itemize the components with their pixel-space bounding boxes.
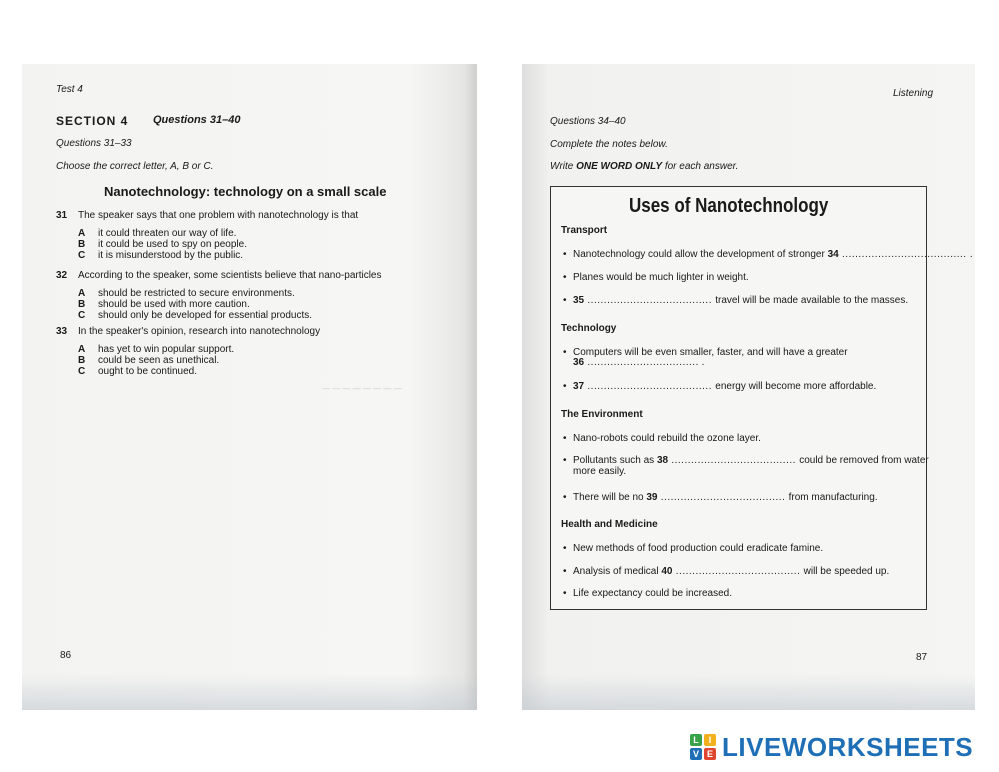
bullet-text: . (698, 357, 705, 368)
logo-tile: V (690, 748, 702, 760)
answer-number: 34 (827, 249, 839, 260)
option-text: ought to be continued. (98, 366, 197, 377)
questions-subrange: Questions 31–33 (56, 138, 132, 149)
question-number: 33 (56, 326, 68, 337)
answer-blank[interactable]: .................................. (584, 357, 699, 368)
option-text: should be restricted to secure environments. (98, 288, 295, 299)
bullet-text: will be speeded up. (803, 566, 890, 577)
section-label: SECTION 4 (56, 114, 129, 128)
question-number: 31 (56, 210, 68, 221)
bullet-icon: • (563, 588, 567, 599)
option-letter: A (78, 344, 86, 355)
page-number: 87 (916, 652, 928, 663)
bullet-text: New methods of food production could eradicate famine. (573, 543, 824, 554)
page-shadow (522, 674, 975, 710)
notes-bullet (573, 566, 889, 577)
page-shadow (22, 674, 477, 710)
answer-option[interactable] (78, 344, 234, 355)
bullet-text: Analysis of medical (573, 566, 662, 577)
liveworksheets-logo-icon (690, 734, 716, 760)
answer-number: 39 (646, 492, 658, 503)
option-letter: C (78, 310, 86, 321)
left-page (22, 64, 477, 710)
option-letter: B (78, 239, 86, 250)
question-stem: The speaker says that one problem with nanotechnology is that (78, 210, 359, 221)
bullet-text: travel will be made available to the masses. (715, 295, 909, 306)
option-text: it could threaten our way of life. (98, 228, 237, 239)
notes-bullet (573, 295, 908, 306)
answer-number: 38 (656, 455, 669, 466)
bullet-text: energy will become more affordable. (715, 381, 877, 392)
option-text: it is misunderstood by the public. (98, 250, 244, 261)
notes-bullet (573, 433, 761, 444)
page-number: 86 (60, 650, 72, 661)
instruction-word-limit: Write ONE WORD ONLY for each answer. (550, 161, 739, 172)
right-page (522, 64, 975, 710)
option-letter: A (78, 228, 86, 239)
question-stem: In the speaker's opinion, research into nanotechnology (78, 326, 321, 337)
answer-blank[interactable]: ...................................... (657, 492, 789, 503)
bullet-icon: • (563, 543, 567, 554)
bullet-text: from manufacturing. (788, 492, 878, 503)
notes-title: Uses of Nanotechnology (629, 195, 829, 217)
bullet-icon: • (563, 566, 567, 577)
answer-option[interactable] (78, 288, 295, 299)
brand-wordmark: LIVEWORKSHEETS (722, 731, 974, 762)
notes-bullet (573, 455, 929, 466)
answer-number: 36 (573, 357, 585, 368)
answer-blank[interactable]: ...................................... (838, 249, 970, 260)
question-number: 32 (56, 270, 68, 281)
bullet-icon: • (563, 249, 567, 260)
questions-subrange: Questions 34–40 (550, 116, 626, 127)
bullet-text: . (969, 249, 973, 260)
page-header: Test 4 (56, 84, 83, 95)
notes-section-heading: Health and Medicine (561, 519, 658, 530)
bullet-icon: • (563, 455, 567, 466)
notes-section-heading: The Environment (561, 409, 643, 420)
answer-blank[interactable]: ...................................... (668, 455, 800, 466)
notes-bullet (573, 492, 878, 503)
instruction: Choose the correct letter, A, B or C. (56, 161, 214, 172)
notes-section-heading: Transport (561, 225, 608, 236)
bullet-icon: • (563, 381, 567, 392)
option-letter: C (78, 366, 86, 377)
notes-box (550, 186, 973, 610)
option-text: it could be used to spy on people. (98, 239, 247, 250)
answer-blank[interactable]: ...................................... (584, 381, 716, 392)
option-text: could be seen as unethical. (98, 355, 220, 366)
bullet-icon: • (563, 347, 567, 358)
option-letter: C (78, 250, 86, 261)
questions-range: Questions 31–40 (153, 114, 241, 126)
logo-tile: E (704, 748, 716, 760)
notes-bullet (573, 543, 823, 554)
logo-tile: I (704, 734, 716, 746)
logo-tile: L (690, 734, 702, 746)
question-stem: According to the speaker, some scientists believe that nano-particles (78, 270, 382, 281)
answer-number: 40 (661, 566, 673, 577)
liveworksheets-brand[interactable] (690, 730, 973, 764)
answer-option[interactable] (78, 250, 243, 261)
notes-section-heading: Technology (561, 323, 617, 334)
answer-option[interactable] (78, 310, 312, 321)
option-text: should only be developed for essential products. (98, 310, 313, 321)
answer-blank[interactable]: ...................................... (584, 295, 716, 306)
answer-number: 37 (573, 381, 585, 392)
answer-number: 35 (573, 295, 585, 306)
bullet-text: Life expectancy could be increased. (573, 588, 732, 599)
notes-bullet (573, 272, 749, 283)
bullet-text: could be removed from water (799, 455, 929, 466)
bullet-text: Nano-robots could rebuild the ozone layer. (573, 433, 761, 444)
notes-bullet (573, 249, 973, 260)
option-text: has yet to win popular support. (98, 344, 235, 355)
show-through-text: — — — — — — — — (322, 384, 402, 393)
answer-option[interactable] (78, 299, 250, 310)
answer-option[interactable] (78, 355, 219, 366)
bullet-text: Computers will be even smaller, faster, and will have a greater (573, 347, 848, 358)
bullet-text: Pollutants such as (573, 455, 657, 466)
answer-blank[interactable]: ...................................... (672, 566, 804, 577)
option-text: should be used with more caution. (98, 299, 250, 310)
notes-bullet (573, 381, 876, 392)
bullet-icon: • (563, 272, 567, 283)
option-letter: B (78, 299, 86, 310)
notes-bullet-continuation: more easily. (573, 466, 627, 477)
notes-bullet (573, 588, 732, 599)
page-header: Listening (893, 88, 934, 99)
bullet-icon: • (563, 433, 567, 444)
instruction-complete: Complete the notes below. (550, 139, 668, 150)
section-title: Nanotechnology: technology on a small scale (104, 184, 387, 199)
bullet-text: Nanotechnology could allow the development of stronger (573, 249, 828, 260)
bullet-icon: • (563, 295, 567, 306)
answer-option[interactable] (78, 366, 197, 377)
answer-option[interactable] (78, 228, 236, 239)
notes-bullet-continuation (573, 357, 704, 368)
option-letter: B (78, 355, 86, 366)
bullet-text: Planes would be much lighter in weight. (573, 272, 749, 283)
option-letter: A (78, 288, 86, 299)
bullet-icon: • (563, 492, 567, 503)
bullet-text: There will be no (573, 492, 647, 503)
answer-option[interactable] (78, 239, 247, 250)
